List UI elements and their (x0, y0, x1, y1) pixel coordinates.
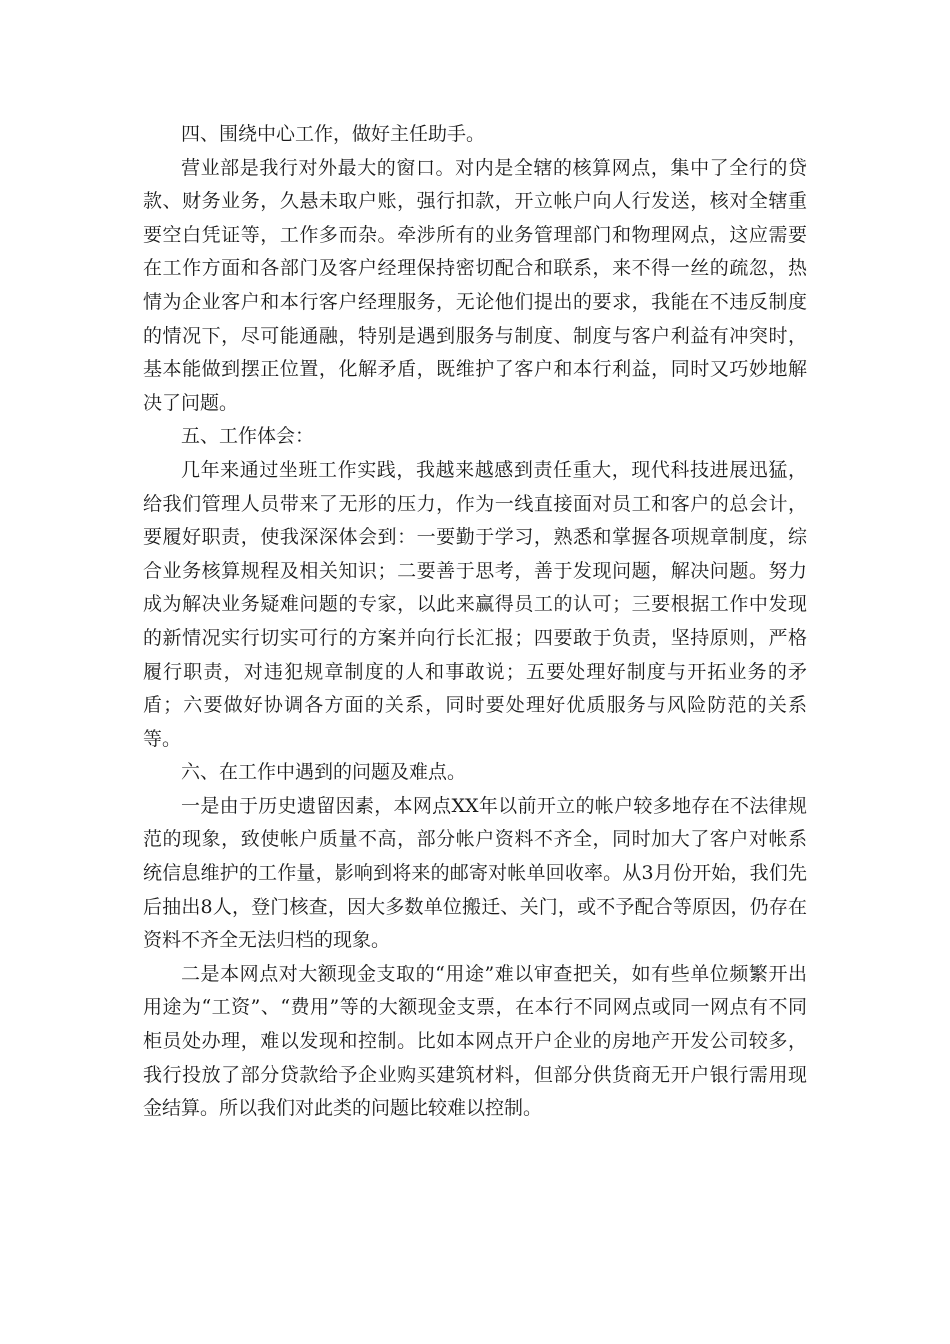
section-heading-5: 五、工作体会： (181, 425, 315, 448)
paragraph-problem-two: 二是本网点对大额现金支取的“用途”难以审查把关，如有些单位频繁开出用途为“工资”、“费用”等的大额现金支票，在本行不同网点或同一网点有不同柜员处办理，难以发现和控制。比如本网点开户企业的房地产开发公司较多，我行投放了部分贷款给予企业购买建筑材料，但部分供货商无开户银行需用现金结算。所以我们对此类的问题比较难以控制。 (143, 962, 807, 1120)
document-body (143, 118, 807, 1126)
section-heading-4: 四、围绕中心工作，做好主任助手。 (181, 123, 486, 145)
paragraph-work-experience: 几年来通过坐班工作实践，我越来越感到责任重大，现代科技进展迅猛，给我们管理人员带来了无形的压力，作为一线直接面对员工和客户的总会计，要履好职责，使我深深体会到：一要勤于学习，熟悉和掌握各项规章制度，综合业务核算规程及相关知识；二要善于思考，善于发现问题，解决问题。努力成为解决业务疑难问题的专家，以此来赢得员工的认可；三要根据工作中发现的新情况实行切实可行的方案并向行长汇报；四要敢于负责，坚持原则，严格履行职责，对违犯规章制度的人和事敢说；五要处理好制度与开拓业务的矛盾；六要做好协调各方面的关系，同时要处理好优质服务与风险防范的关系等。 (143, 458, 807, 750)
paragraph-problem-one: 一是由于历史遗留因素，本网点XX年以前开立的帐户较多地存在不法律规范的现象，致使帐户质量不高，部分帐户资料不齐全，同时加大了客户对帐系统信息维护的工作量，影响到将来的邮寄对帐单回收率。从3月份开始，我们先后抽出8人，登门核查，因大多数单位搬迁、关门，或不予配合等原因，仍存在资料不齐全无法归档的现象。 (143, 794, 807, 952)
section-heading-6: 六、在工作中遇到的问题及难点。 (181, 761, 467, 784)
paragraph-business-department: 营业部是我行对外最大的窗口。对内是全辖的核算网点，集中了全行的贷款、财务业务，久悬未取户账，强行扣款，开立帐户向人行发送，核对全辖重要空白凭证等，工作多而杂。牵涉所有的业务管理部门和物理网点，这应需要在工作方面和各部门及客户经理保持密切配合和联系，来不得一丝的疏忽，热情为企业客户和本行客户经理服务，无论他们提出的要求，我能在不违反制度的情况下，尽可能通融，特别是遇到服务与制度、制度与客户利益有冲突时，基本能做到摆正位置，化解矛盾，既维护了客户和本行利益，同时又巧妙地解决了问题。 (143, 156, 807, 414)
